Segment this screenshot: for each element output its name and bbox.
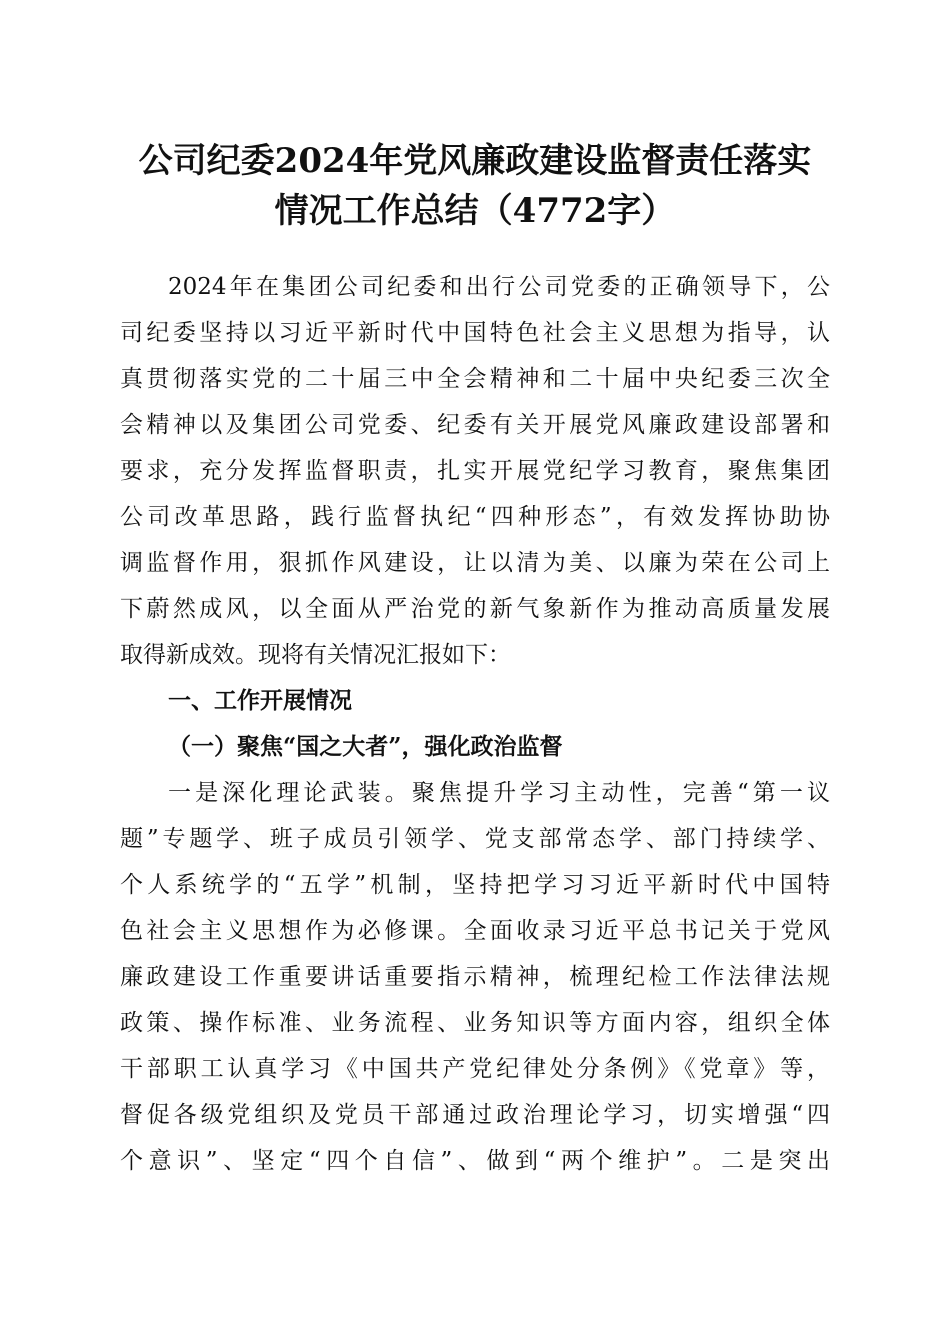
body-paragraph-line: 政策、操作标准、业务流程、业务知识等方面内容，组织全体 [120,1010,830,1036]
intro-paragraph-line: 会精神以及集团公司党委、纪委有关开展党风廉政建设部署和 [120,412,830,438]
document-title-line-2: 情况工作总结（4772字） [274,191,676,231]
intro-paragraph-line: 2024年在集团公司纪委和出行公司党委的正确领导下，公 [168,274,830,300]
body-paragraph-line: 个意识”、坚定“四个自信”、做到“两个维护”。二是突出 [120,1148,830,1174]
intro-paragraph-line: 公司改革思路，践行监督执纪“四种形态”，有效发挥协助协 [120,504,830,530]
section-heading: 一、工作开展情况 [168,688,352,714]
intro-paragraph-line: 取得新成效。现将有关情况汇报如下： [120,642,511,668]
body-paragraph-line: 色社会主义思想作为必修课。全面收录习近平总书记关于党风 [120,918,830,944]
intro-paragraph-line: 要求，充分发挥监督职责，扎实开展党纪学习教育，聚焦集团 [120,458,830,484]
intro-paragraph-line: 真贯彻落实党的二十届三中全会精神和二十届中央纪委三次全 [120,366,830,392]
subsection-heading: （一）聚焦“国之大者”，强化政治监督 [168,733,563,760]
intro-paragraph-line: 司纪委坚持以习近平新时代中国特色社会主义思想为指导，认 [120,320,830,346]
intro-paragraph-line: 下蔚然成风，以全面从严治党的新气象新作为推动高质量发展 [120,596,830,622]
body-paragraph-line: 干部职工认真学习《中国共产党纪律处分条例》《党章》等， [120,1056,830,1082]
body-paragraph-line: 个人系统学的“五学”机制，坚持把学习习近平新时代中国特 [120,872,830,898]
document-title-line-1: 公司纪委2024年党风廉政建设监督责任落实 [138,141,812,181]
body-paragraph-line: 督促各级党组织及党员干部通过政治理论学习，切实增强“四 [120,1102,830,1128]
body-paragraph-line: 题”专题学、班子成员引领学、党支部常态学、部门持续学、 [120,826,830,852]
intro-paragraph-line: 调监督作用，狠抓作风建设，让以清为美、以廉为荣在公司上 [120,550,830,576]
body-paragraph-line: 廉政建设工作重要讲话重要指示精神，梳理纪检工作法律法规 [120,964,830,990]
body-paragraph-line: 一是深化理论武装。聚焦提升学习主动性，完善“第一议 [168,780,830,806]
